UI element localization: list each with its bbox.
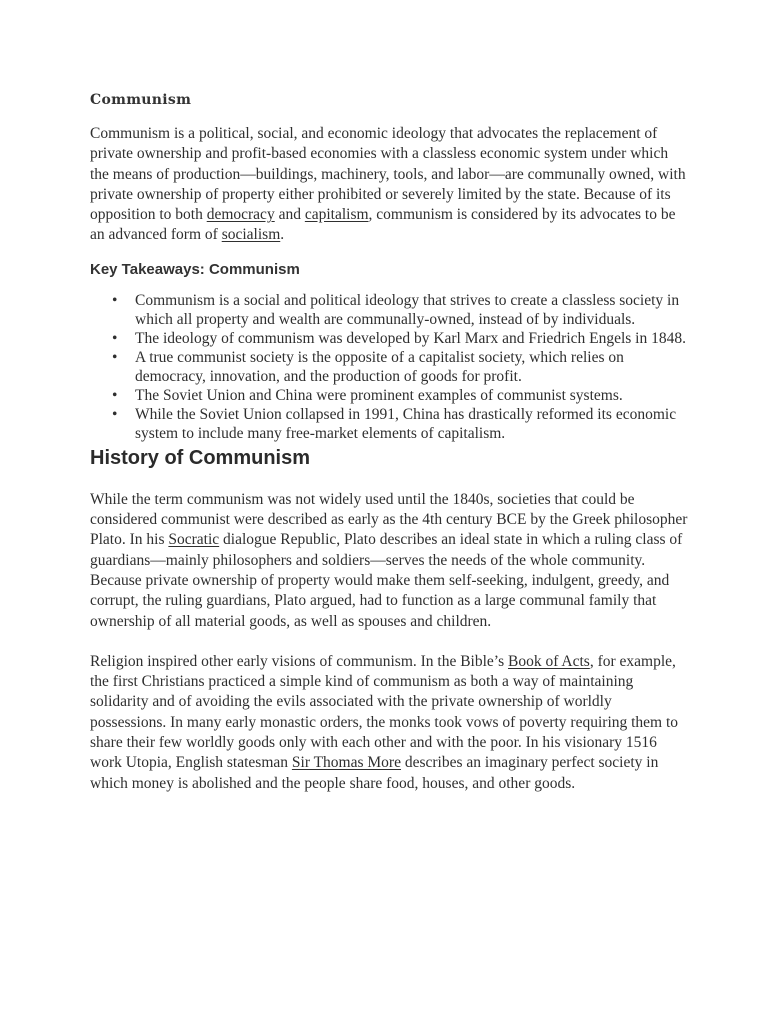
democracy-link[interactable]: democracy	[206, 206, 275, 224]
bullet-icon: •	[112, 405, 118, 423]
history-paragraph-1	[90, 490, 690, 632]
paragraph-spacer	[90, 632, 690, 652]
list-item	[112, 291, 690, 329]
intro-text-and: and	[274, 206, 305, 224]
list-item-text: The ideology of communism was developed by Karl Marx and Friedrich Engels in 1848.	[135, 329, 686, 347]
history-p1-end: dialogue Republic, Plato describes an ideal state in which a ruling class of guardians—mainly philosophers and soldiers—serves the needs of the whole community. Because private ownership of property would make them self-seeking, indulgent, greedy, and corrupt, the ruling guardians, Plato argued, had to function as a large communal family that ownership of all material goods, as well as spouses and children.	[90, 531, 683, 630]
sir-thomas-more-link[interactable]: Sir Thomas More	[291, 754, 401, 772]
bullet-icon: •	[112, 329, 118, 347]
bullet-icon: •	[112, 291, 118, 309]
history-p1-start: While the term communism was not widely used until the 1840s, societies that could be considered communist were described as early as the 4th century BCE by the Greek philosopher Plato. In his	[90, 490, 688, 549]
bullet-icon: •	[112, 348, 118, 366]
document-title: Communism	[90, 92, 192, 108]
socratic-link[interactable]: Socratic	[168, 531, 220, 549]
bullet-icon: •	[112, 386, 118, 404]
intro-text-start: Communism is a political, social, and economic ideology that advocates the replacement of private ownership and profit-based economies with a classless economic system under which the means of production—buildings, machinery, tools, and labor—are communally owned, with private ownership of property either prohibited or severely limited by the state. Because of its opposition to both	[90, 125, 686, 224]
list-item-text: Communism is a social and political ideology that strives to create a classless society in which all property and wealth are communally-owned, instead of by individuals.	[135, 291, 680, 328]
history-p2-start: Religion inspired other early visions of communism. In the Bible’s	[90, 652, 509, 670]
capitalism-link[interactable]: capitalism	[304, 206, 369, 224]
list-item	[112, 329, 690, 348]
intro-text-middle: , communism is considered by its advocates to be an advanced form of	[90, 206, 676, 244]
list-item	[112, 386, 690, 405]
history-p2-end: describes an imaginary perfect society in which money is abolished and the people share food, houses, and other goods.	[90, 754, 659, 792]
key-takeaways-heading: Key Takeaways: Communism	[90, 260, 300, 278]
history-paragraph-2	[90, 652, 690, 794]
list-item-text: While the Soviet Union collapsed in 1991, China has drastically reformed its economic system to include many free-market elements of capitalism.	[135, 405, 677, 442]
book-of-acts-link[interactable]: Book of Acts	[508, 652, 590, 670]
list-item-text: A true communist society is the opposite of a capitalist society, which relies on democracy, innovation, and the production of goods for profit.	[135, 348, 624, 385]
history-heading: History of Communism	[90, 446, 311, 469]
key-takeaways-list	[90, 291, 690, 443]
intro-paragraph	[90, 124, 690, 246]
list-item-text: The Soviet Union and China were prominent examples of communist systems.	[135, 386, 623, 404]
socialism-link[interactable]: socialism	[221, 226, 281, 244]
history-p2-middle: , for example, the first Christians practiced a simple kind of communism as both a way of maintaining solidarity and of avoiding the evils associated with the private ownership of worldly possessions. In many early monastic orders, the monks took vows of poverty requiring them to share their few worldly goods only with each other and with the poor. In his visionary 1516 work Utopia, English statesman	[90, 652, 679, 772]
document-page	[90, 92, 690, 794]
list-item	[112, 348, 690, 386]
list-item	[112, 405, 690, 443]
intro-text-end: .	[280, 226, 285, 244]
